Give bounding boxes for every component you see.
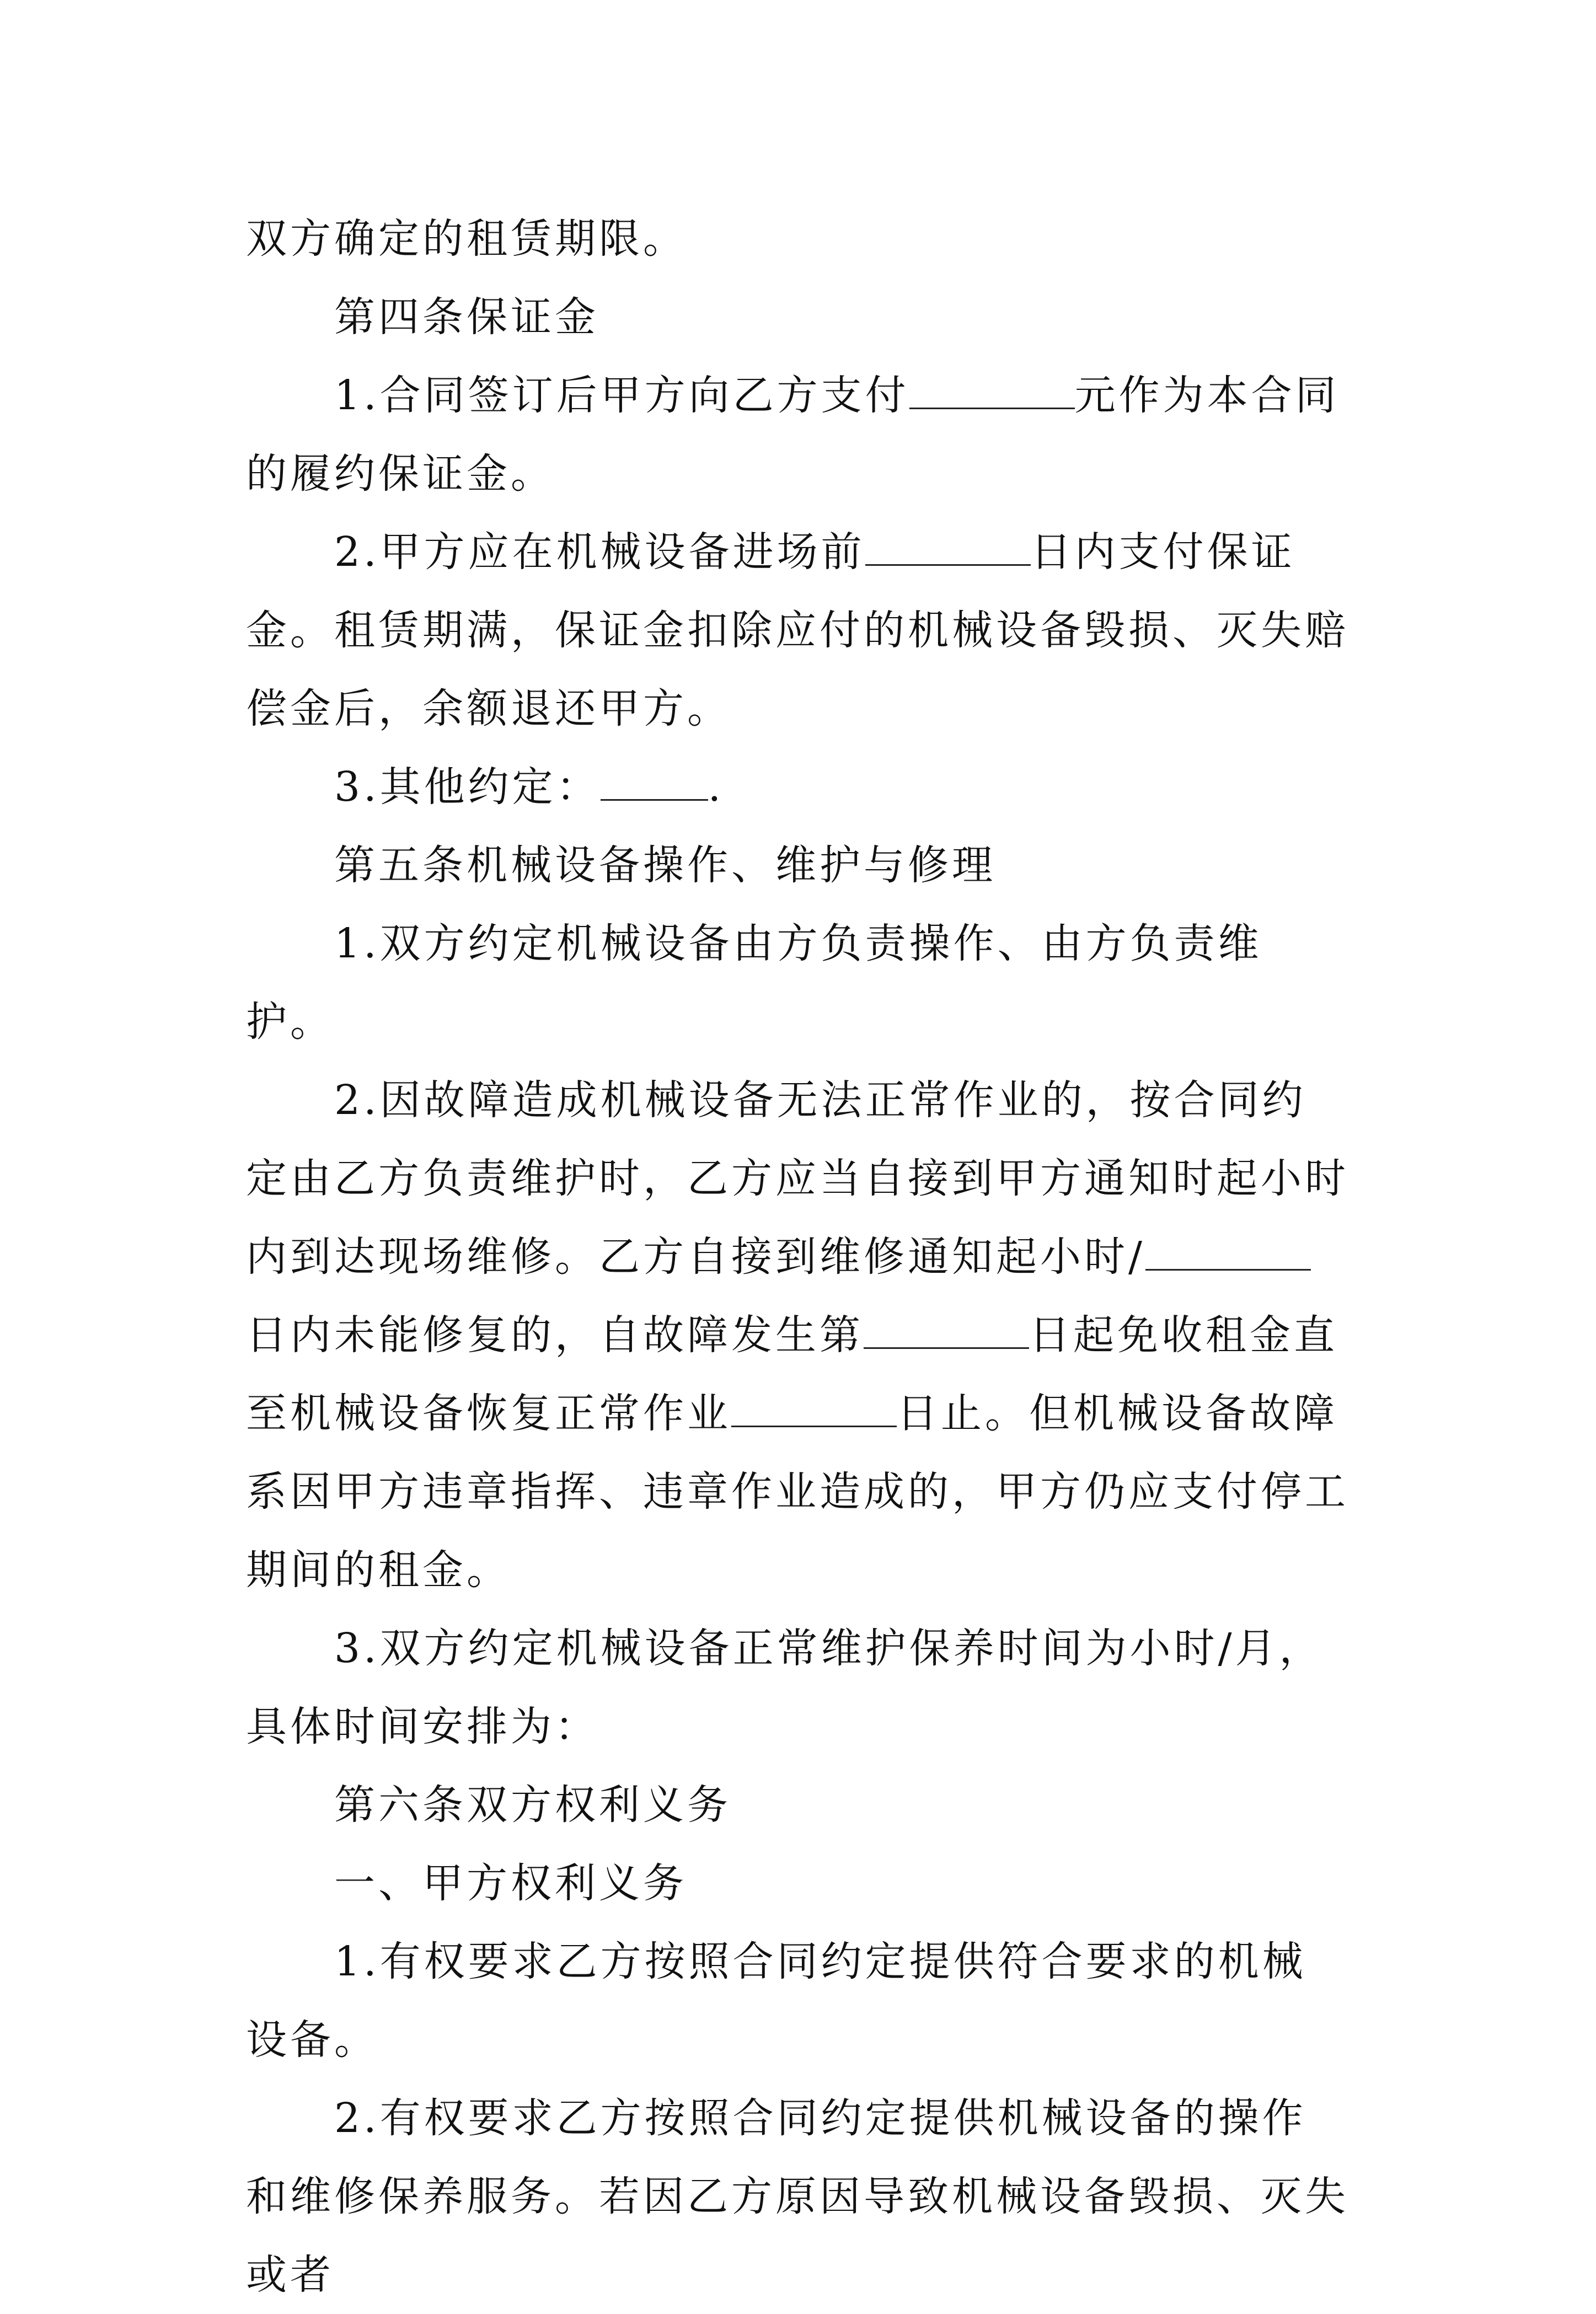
clause-text: 日内未能修复的，自故障发生第: [246, 1311, 864, 1359]
clause-5-2: [246, 1061, 1349, 1609]
clause-text: 1.合同签订后甲方向乙方支付: [334, 372, 909, 419]
clause-text: 日止。但机械设备故障系因甲方违章指挥、违章作业造成的，甲方仍应支付停工期间的租金。: [246, 1390, 1349, 1594]
fill-in-blank: [731, 1381, 897, 1427]
article-6-heading: [246, 1766, 1349, 1844]
clause-text: .: [708, 763, 725, 811]
clause-6-1-1: [246, 1922, 1349, 2079]
heading-text: 一、甲方权利义务: [334, 1860, 687, 1907]
fill-in-blank: [601, 755, 708, 801]
clause-text: 元作为本合同的履约保证金。: [246, 372, 1340, 497]
clause-5-1: [246, 904, 1349, 1061]
heading-text: 第四条保证金: [334, 293, 599, 341]
section-party-a-heading: [246, 1844, 1349, 1922]
article-4-heading: [246, 278, 1349, 356]
clause-text: 2.因故障造成机械设备无法正常作业的，按合同约定由乙方负责维护时，乙方应当自接到甲方通知时起小时内到达现场维修。乙方自接到维修通知起小时/: [246, 1076, 1349, 1281]
clause-text: 1.有权要求乙方按照合同约定提供符合要求的机械设备。: [246, 1938, 1306, 2064]
fill-in-blank: [1145, 1225, 1311, 1271]
heading-text: 第六条双方权利义务: [334, 1781, 731, 1829]
clause-5-3: [246, 1609, 1349, 1766]
heading-text: 第五条机械设备操作、维护与修理: [334, 842, 996, 889]
paragraph-lease-term-end: [246, 200, 1349, 278]
clause-6-1-2: [246, 2079, 1349, 2314]
fill-in-blank: [865, 520, 1031, 566]
clause-4-2: [246, 513, 1349, 748]
clause-4-3: [246, 748, 1349, 826]
clause-text: 日起免收租金直至机械设备恢复正常作业: [246, 1311, 1338, 1437]
article-5-heading: [246, 826, 1349, 904]
clause-4-1: [246, 356, 1349, 513]
clause-text: 3.其他约定：: [334, 763, 601, 811]
paragraph-text: 双方确定的租赁期限。: [246, 215, 687, 263]
clause-text: 2.甲方应在机械设备进场前: [334, 528, 865, 576]
clause-text: 1.双方约定机械设备由方负责操作、由方负责维护。: [246, 920, 1262, 1046]
clause-text: 2.有权要求乙方按照合同约定提供机械设备的操作和维修保养服务。若因乙方原因导致机械设备毁损、灭失或者: [246, 2095, 1349, 2299]
fill-in-blank: [909, 363, 1075, 409]
clause-text: 3.双方约定机械设备正常维护保养时间为小时/月，具体时间安排为：: [246, 1625, 1324, 1750]
fill-in-blank: [864, 1303, 1029, 1349]
clause-text: 日内支付保证金。租赁期满，保证金扣除应付的机械设备毁损、灭失赔偿金后，余额退还甲方。: [246, 528, 1349, 732]
document-page: [246, 200, 1349, 2314]
